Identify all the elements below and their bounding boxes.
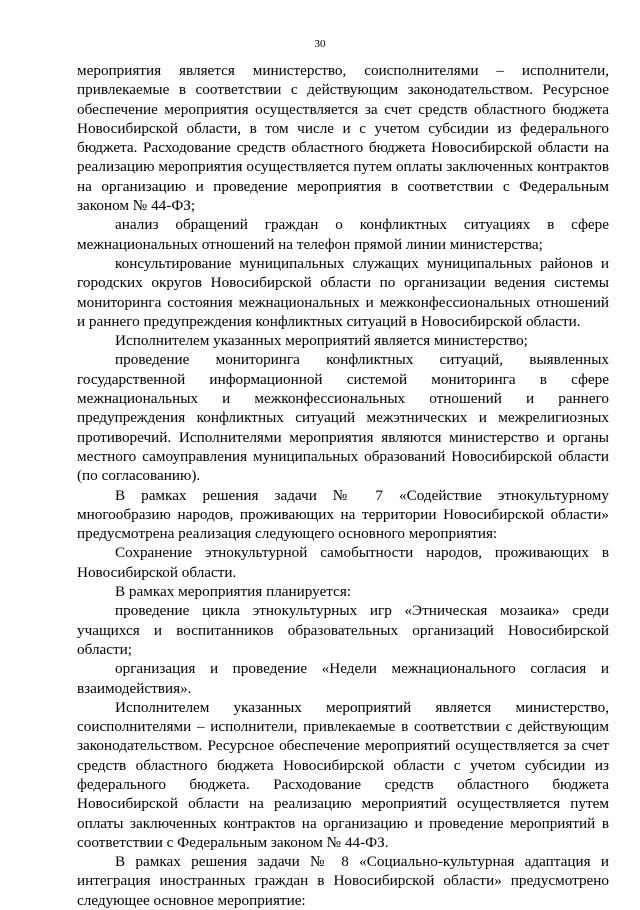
document-body xyxy=(77,61,609,910)
paragraph: проведение мониторинга конфликтных ситуаций, выявленных государственной информационной системой мониторинга в сфере межнациональных и межконфессиональных отношений и раннего предупреждения конфликтных ситуаций межэтнических и межрелигиозных противоречий. Исполнителями мероприятия являются министерство и органы местного самоуправления муниципальных образований Новосибирской области (по согласованию). xyxy=(77,351,609,485)
paragraph: анализ обращений граждан о конфликтных ситуациях в сфере межнациональных отношений на телефон прямой линии министерства; xyxy=(77,216,609,253)
paragraph: В рамках решения задачи № 7 «Содействие этнокультурному многообразию народов, проживающих на территории Новосибирской области» предусмотрена реализация следующего основного мероприятия: xyxy=(77,486,609,543)
paragraph: Исполнителем указанных мероприятий является министерство, соисполнителями – исполнители, привлекаемые в соответствии с действующим законодательством. Ресурсное обеспечение мероприятий осуществляется за счет средств областного бюджета Новосибирской области с учетом субсидии из федерального бюджета. Расходование средств областного бюджета Новосибирской области на реализацию мероприятий осуществляется путем оплаты заключенных контрактов на организацию и проведение мероприятий в соответствии с Федеральным законом № 44-ФЗ. xyxy=(77,698,609,851)
paragraph: консультирование муниципальных служащих муниципальных районов и городских округов Новосибирской области по организации ведения системы мониторинга состояния межнациональных и межконфессиональных отношений и раннего предупреждения конфликтных ситуаций в Новосибирской области. xyxy=(77,254,609,330)
paragraph: В рамках решения задачи № 8 «Социально-культурная адаптация и интеграция иностранных граждан в Новосибирской области» предусмотрено следующее основное мероприятие: xyxy=(77,853,609,909)
paragraph: мероприятия является министерство, соисполнителями – исполнители, привлекаемые в соответствии с действующим законодательством. Ресурсное обеспечение мероприятия осуществляется за счет средств областного бюджета Новосибирской области, в том числе и с учетом субсидии из федерального бюджета. Расходование средств областного бюджета Новосибирской области на реализацию мероприятия осуществляется путем оплаты заключенных контрактов на организацию и проведение мероприятия в соответствии с Федеральным законом № 44-ФЗ; xyxy=(77,62,609,215)
paragraph: Исполнителем указанных мероприятий является министерство; xyxy=(115,332,528,350)
paragraph: Сохранение этнокультурной самобытности народов, проживающих в Новосибирской области. xyxy=(77,544,609,581)
paragraph: В рамках мероприятия планируется: xyxy=(115,583,352,601)
paragraph: проведение цикла этнокультурных игр «Этническая мозаика» среди учащихся и воспитанников образовательных организаций Новосибирской области; xyxy=(77,602,609,658)
page-number: 30 xyxy=(314,38,326,50)
paragraph: организация и проведение «Недели межнационального согласия и взаимодействия». xyxy=(77,660,609,697)
